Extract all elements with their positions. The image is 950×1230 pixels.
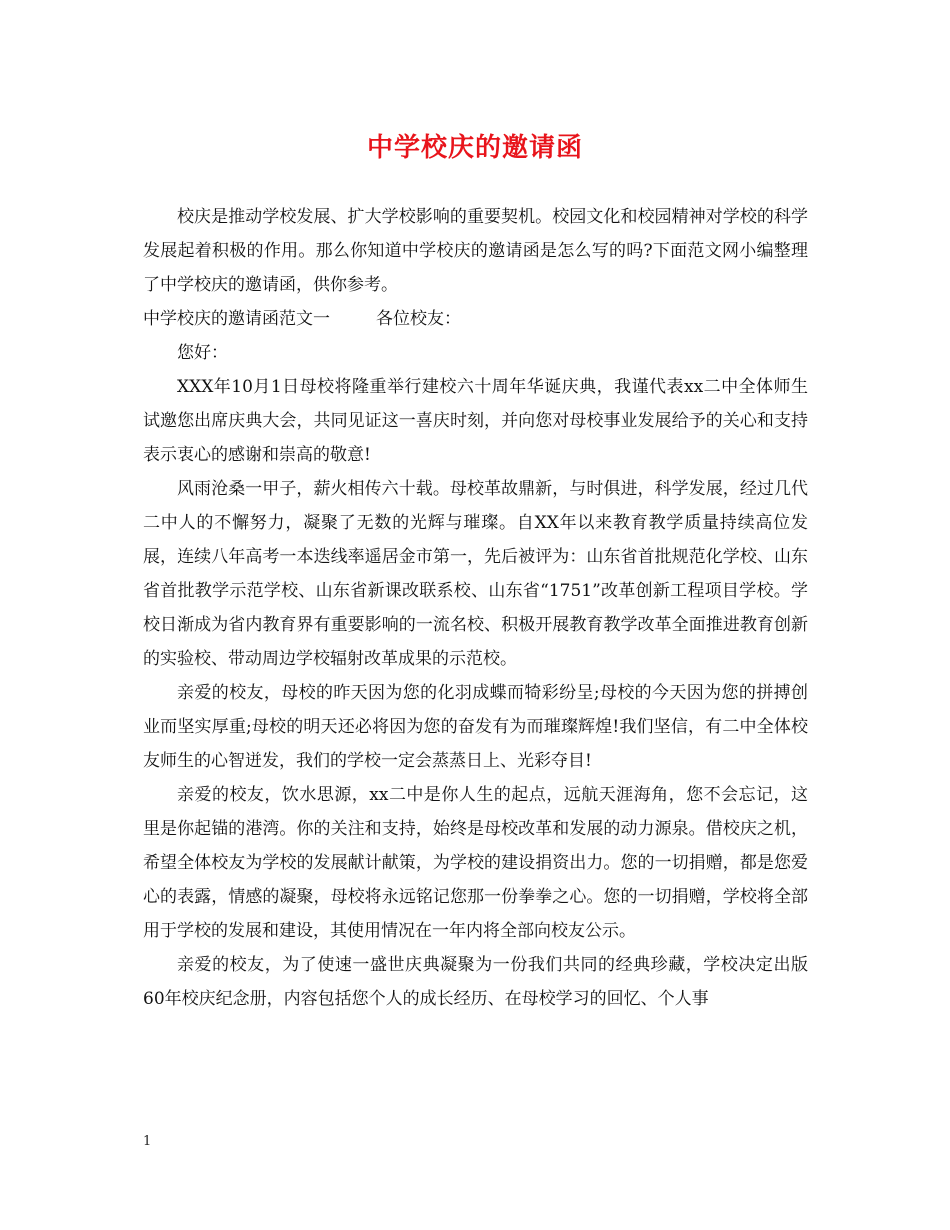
- intro-paragraph: 校庆是推动学校发展、扩大学校影响的重要契机。校园文化和校园精神对学校的科学发展起着积极的作用。那么你知道中学校庆的邀请函是怎么写的吗?下面范文网小编整理了中学校庆的邀请函，供你参考。: [143, 207, 808, 295]
- document-title: 中学校庆的邀请函: [366, 133, 583, 163]
- paragraph-commemorative-book: 亲爱的校友，为了使速一盛世庆典凝聚为一份我们共同的经典珍藏，学校决定出版60年校庆纪念册，内容包括您个人的成长经历、在母校学习的回忆、个人事: [143, 955, 808, 1009]
- sample-heading-line: [143, 302, 808, 336]
- sample-heading: 中学校庆的邀请函范文一: [143, 309, 330, 329]
- salutation: 各位校友：: [376, 309, 461, 329]
- greeting: 您好：: [177, 343, 228, 363]
- page-number: 1: [143, 1134, 152, 1149]
- paragraph-donation: 亲爱的校友，饮水思源，xx二中是你人生的起点，远航天涯海角，您不会忘记，这里是你起锚的港湾。你的关注和支持，始终是母校改革和发展的动力源泉。借校庆之机，希望全体校友为学校的发展献计献策，为学校的建设捐资出力。您的一切捐赠，都是您爱心的表露，情感的凝聚，母校将永远铭记您那一份拳拳之心。您的一切捐赠，学校将全部用于学校的发展和建设，其使用情况在一年内将全部向校友公示。: [143, 785, 808, 941]
- paragraph-anniversary: XXX年10月1日母校将隆重举行建校六十周年华诞庆典，我谨代表xx二中全体师生试邀您出席庆典大会，共同见证这一喜庆时刻，并向您对母校事业发展给予的关心和支持表示衷心的感谢和崇高的敬意!: [143, 377, 808, 465]
- paragraph-history: 风雨沧桑一甲子，薪火相传六十载。母校革故鼎新，与时俱进，科学发展，经过几代二中人的不懈努力，凝聚了无数的光辉与璀璨。自XX年以来教育教学质量持续高位发展，连续八年高考一本迭线率遥居金市第一，先后被评为：山东省首批规范化学校、山东省首批教学示范学校、山东省新课改联系校、山东省“1751”改革创新工程项目学校。学校日渐成为省内教育界有重要影响的一流名校、积极开展教育教学改革全面推进教育创新的实验校、带动周边学校辐射改革成果的示范校。: [143, 479, 808, 669]
- document-body: [143, 200, 808, 1016]
- paragraph-alumni-pride: 亲爱的校友，母校的昨天因为您的化羽成蝶而犄彩纷呈;母校的今天因为您的拼搏创业而坚实厚重;母校的明天还必将因为您的奋发有为而璀璨辉煌!我们坚信，有二中全体校友师生的心智迸发，我们的学校一定会蒸蒸日上、光彩夺目!: [143, 683, 808, 771]
